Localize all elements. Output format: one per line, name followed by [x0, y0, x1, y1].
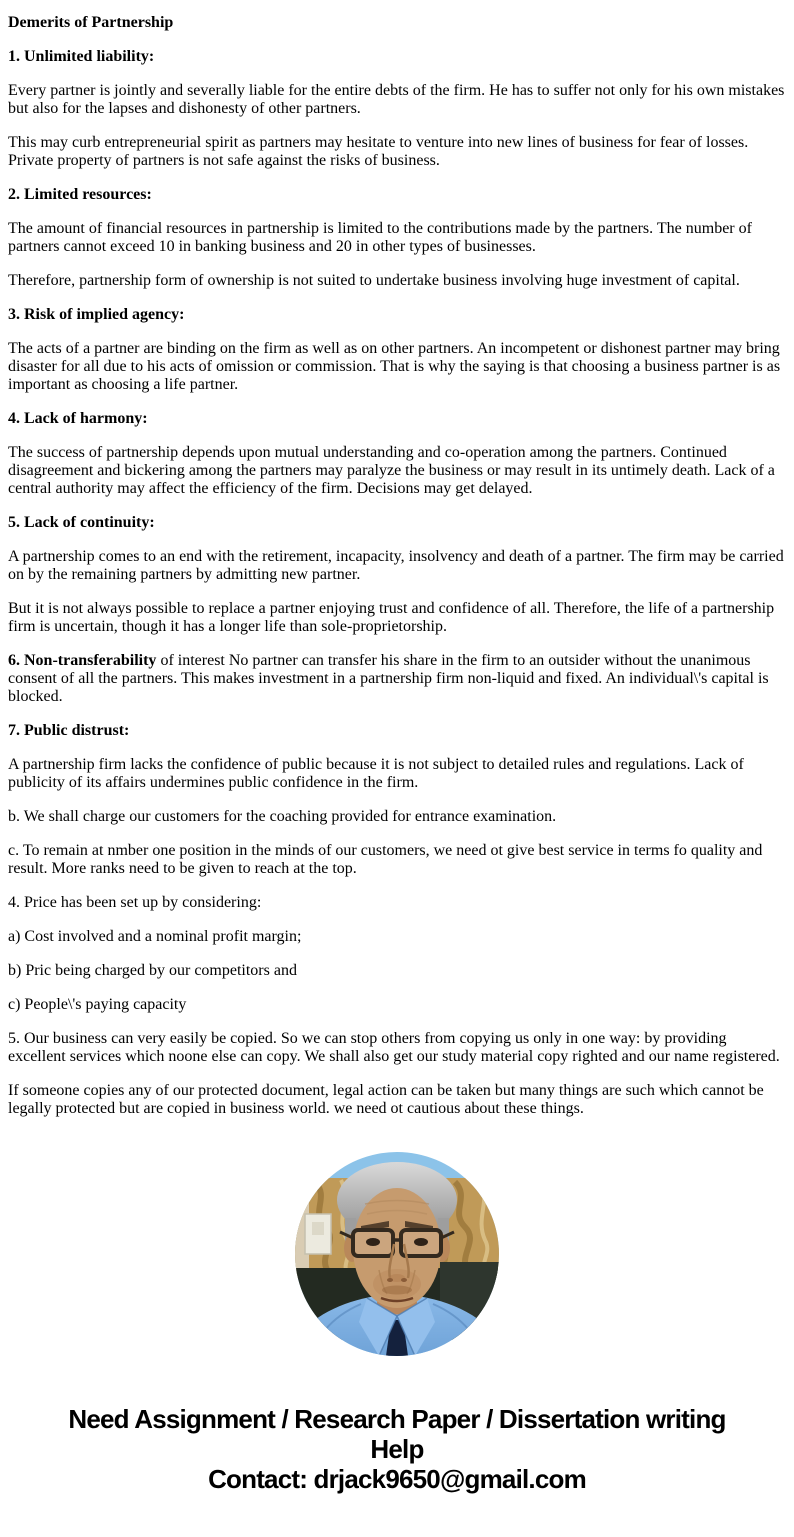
doc-paragraph: 4. Price has been set up by considering: — [8, 894, 262, 911]
doc-paragraph: c) People\'s paying capacity — [8, 996, 187, 1013]
presenter-avatar — [295, 1152, 499, 1356]
doc-paragraph: Therefore, partnership form of ownership is not suited to undertake business involving huge investment of capital. — [8, 272, 740, 289]
doc-heading: 4. Lack of harmony: — [8, 410, 148, 427]
footer-contact-email: Contact: drjack9650@gmail.com — [208, 1464, 586, 1494]
article-body — [0, 14, 794, 1118]
doc-paragraph: The success of partnership depends upon mutual understanding and co-operation among the partners. Continued disagreement and bickering among the partners may paralyze the business or may result in its untimely death. Lack of a central authority may affect the efficiency of the firm. Decisions may get delayed. — [8, 444, 775, 497]
page-title: Demerits of Partnership — [8, 14, 174, 31]
doc-paragraph-bold-lead: 6. Non-transferability — [8, 652, 157, 669]
footer-banner — [0, 1404, 794, 1494]
doc-paragraph: 5. Our business can very easily be copied. So we can stop others from copying us only in one way: by providing excellent services which noone else can copy. We shall also get our study material copy righted and our name registered. — [8, 1030, 780, 1065]
doc-paragraph-mixed — [8, 652, 786, 706]
doc-paragraph: Every partner is jointly and severally liable for the entire debts of the firm. He has to suffer not only for his own mistakes but also for the lapses and dishonesty of other partners. — [8, 82, 785, 117]
doc-paragraph: b) Pric being charged by our competitors and — [8, 962, 297, 979]
doc-paragraph: A partnership firm lacks the confidence of public because it is not subject to detailed rules and regulations. Lack of publicity of its affairs undermines public confidence in the firm. — [8, 756, 744, 791]
doc-paragraph: The acts of a partner are binding on the firm as well as on other partners. An incompetent or dishonest partner may bring disaster for all due to his acts of omission or commission. That is why the saying is that choosing a business partner is as important as choosing a life partner. — [8, 340, 781, 393]
doc-heading: 7. Public distrust: — [8, 722, 130, 739]
doc-paragraph: But it is not always possible to replace a partner enjoying trust and confidence of all. Therefore, the life of a partnership firm is uncertain, though it has a longer life than sole-proprietorship. — [8, 600, 775, 635]
doc-paragraph: The amount of financial resources in partnership is limited to the contributions made by the partners. The number of partners cannot exceed 10 in banking business and 20 in other types of businesses. — [8, 220, 752, 255]
presenter-photo-image — [295, 1152, 499, 1356]
doc-paragraph: This may curb entrepreneurial spirit as partners may hesitate to venture into new lines of business for fear of losses. Private property of partners is not safe against the risks of business. — [8, 134, 749, 169]
doc-heading: 2. Limited resources: — [8, 186, 152, 203]
doc-heading: 1. Unlimited liability: — [8, 48, 155, 65]
doc-paragraph: A partnership comes to an end with the retirement, incapacity, insolvency and death of a partner. The firm may be carried on by the remaining partners by admitting new partner. — [8, 548, 784, 583]
doc-heading: 5. Lack of continuity: — [8, 514, 155, 531]
doc-paragraph: b. We shall charge our customers for the coaching provided for entrance examination. — [8, 808, 557, 825]
doc-paragraph: If someone copies any of our protected document, legal action can be taken but many things are such which cannot be legally protected but are copied in business world. we need ot cautious about these things. — [8, 1082, 764, 1117]
footer-help-text: Need Assignment / Research Paper / Dissertation writing Help — [68, 1404, 726, 1464]
doc-paragraph-rest: of interest No partner can transfer his share in the firm to an outsider without the unanimous consent of all the partners. This makes investment in a partnership firm non-liquid and fixed. An individual\'s capital is blocked. — [8, 652, 769, 705]
doc-paragraph: c. To remain at nmber one position in the minds of our customers, we need ot give best service in terms fo quality and result. More ranks need to be given to reach at the top. — [8, 842, 763, 877]
doc-heading: 3. Risk of implied agency: — [8, 306, 185, 323]
doc-paragraph: a) Cost involved and a nominal profit margin; — [8, 928, 302, 945]
